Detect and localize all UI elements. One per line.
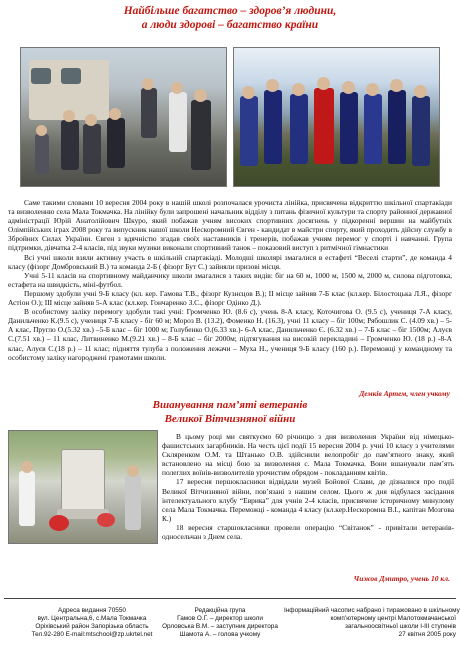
title-line-1: Найбільше багатство – здоров’я людини, bbox=[123, 5, 337, 17]
article2-title bbox=[130, 398, 330, 426]
article1-paragraph: В особистому заліку перемогу здобули такі учні: Громченко Ю. (8.6 с), учень 8-А класу, Коточигова О. (9.5 с), учениця 7-А класу, Данильченко К.(9.5 с), учениця 7-Б класу - біг 60 м; Мороз В. (13.2), Фоменко Н. (16.3), учні 11 класу – біг 100м; Рябошлик С. (4.09 хв.) – 5-А клас, Пругло О.(5.32 хв.) –5-Б клас – біг 1000 м; Голубенко О.(6.33 хв.)- 6-А клас, Данильченко Є. (6.32 хв.) – 7-Б клас – біг 1500м; Алуєв С.(7.51 хв.) – 11 клас, Литвиненко М.(9.21 хв.) – 8-Б клас – біг 2000м; підтягування на високій перекладині – Громченко Ю. (18 р.) -8-А клас, Алуєв С.(18 р.) – 11 клас; підняття тулуба з положення лежачи – Муха Н., учениця 9-Б класу (160 р.). Переможці у командному та особистому заліку нагороджені грамотами школи. bbox=[8, 307, 452, 362]
footer-line: Оріхівський район Запорізька область bbox=[35, 623, 149, 630]
footer-line: Редакційна група bbox=[194, 607, 246, 614]
footer-line: 27 квітня 2005 року bbox=[398, 631, 456, 638]
photo-school-assembly bbox=[20, 47, 227, 187]
footer-line: загальноосвітньої школи І-ІІІ ступенів bbox=[344, 623, 456, 630]
footer-line: Тел.92-280 E-mail:mtschool@zp.ukrtel.net bbox=[31, 631, 153, 638]
article2-paragraph: 18 вересня старшокласники провели операцію “Світанок” - привітали ветеранів-односельчан з Днем села. bbox=[162, 522, 454, 542]
footer-editorial bbox=[160, 607, 280, 639]
article1-paragraph: Саме такими словами 10 вересня 2004 року в нашій школі розпочалася урочиста лінійка, присвячена відкриттю шкільної спартакіади та визволенню села Мала Токмачка. На лінійку були запрошені начальник відділу з питань фізичної культури та спорту районної державної адміністрації Юрій Анатолійович Шкуро, який побажав учням високих спортивних досягнень у підкоренні вершин на майбутніх Олімпійських іграх 2008 року та випускник нашої школи Нескоромний Євген - кандидат в майстри спорту, який проходить дійсну службу в Збройних Силах України. Євген з вдячністю згадав своїх наставників і тренерів, побажав учням перемог у спорті і навчанні. Група підтримки, дівчатка 2-4 класів, під звуки музики виконали спортивний танок – показовий виступ з ритмічної гімнастики bbox=[8, 198, 452, 253]
article2-body bbox=[162, 432, 454, 541]
footer-print-info bbox=[284, 607, 460, 639]
photo-sports-team bbox=[233, 47, 440, 187]
title-line-2: а люди здорові – багатство країни bbox=[141, 19, 319, 31]
article1-body bbox=[8, 198, 452, 362]
article1-paragraph: Першому здобули учні 9-Б класу (кл. кер. Гамова Т.В., фізорг Кузнєцов В.); ІІ місце зайняв 7-Б клас (кл.кер. Білостоцька Л.Я., фізорг Астіон О.); ІІІ місце зайняв 5-А клас (кл.кер. Гончаренко З.С., фізорг Одінко Д.). bbox=[8, 288, 452, 308]
article1-paragraph: Всі учні школи взяли активну участь в шкільній спартакіаді. Молодші школярі змагалися в естафеті “Веселі старти”, де команда 4 класу (фізорг Домбровський В.) та команда 2-Б ( фізорг Бут С.) зайняли призові місця. bbox=[8, 252, 452, 271]
article2-signature: Чижов Дмитро, учень 10 кл. bbox=[353, 574, 450, 583]
article2-paragraph: 17 вересня першокласники відвідали музей Бойової Слави, де дізналися про події Великої Вітчизняної війни, пов’язані з нашим селом. Цього ж дня відбулася засідання інтелектуального клубу “Еврика” для учнів 2-4 класів, присвячене історичному минулому села Мала Токмачка. Переможці - команда 4 класу (кл.кер.Нескоромна В.І., капітан Мозгова К.) bbox=[162, 477, 454, 523]
footer-divider bbox=[4, 598, 456, 599]
footer-line: Шамота А. – голова учкому bbox=[179, 631, 261, 638]
article2-title-line-2: Великої Вітчизняної війни bbox=[164, 413, 296, 425]
article2-paragraph: В цьому році ми святкуємо 60 річницю з дня визволення України від німецько-фашистських загарбників. На честь цієї події 15 вересня 2004 р. учні 10 класу з учителями Скляренком О.М. та Штанько О.В. здійснили велопробіг до пам’ятного знаку, який встановлено на місці бою за визволення с. Мала Токмачка. Вони вшанували пам’ять полеглих воїнів-визволителів урочистим обрядом - покладанням квітів. bbox=[162, 432, 454, 478]
article2-title-line-1: Вшанування пам’яті ветеранів bbox=[152, 399, 308, 411]
footer-address bbox=[22, 607, 162, 639]
page-title bbox=[40, 4, 420, 32]
article1-paragraph: Учні 5-11 класів на спортивному майданчику школи змагалися з таких видів: біг на 60 м, 1000 м, 1500 м, 2000 м, силова підготовка, естафета на швидкість, міні-футбол. bbox=[8, 270, 452, 289]
article1-signature: Демків Артем, член учкому bbox=[359, 389, 450, 398]
footer-line: Гамов О.Г. – директор школи bbox=[177, 615, 263, 622]
footer-line: комп’ютерному центрі Малотокмачанської bbox=[330, 615, 456, 622]
footer-line: Адреса видання 70550 bbox=[58, 607, 126, 614]
footer-line: Інформаційний часопис набрано і тиражовано в шкільному bbox=[284, 607, 460, 614]
photo-memorial bbox=[8, 430, 158, 544]
footer-line: Орловська В.М. – заступник директора bbox=[162, 623, 278, 630]
footer-line: вул. Центральна,6, с.Мала Токмачка bbox=[37, 615, 147, 622]
